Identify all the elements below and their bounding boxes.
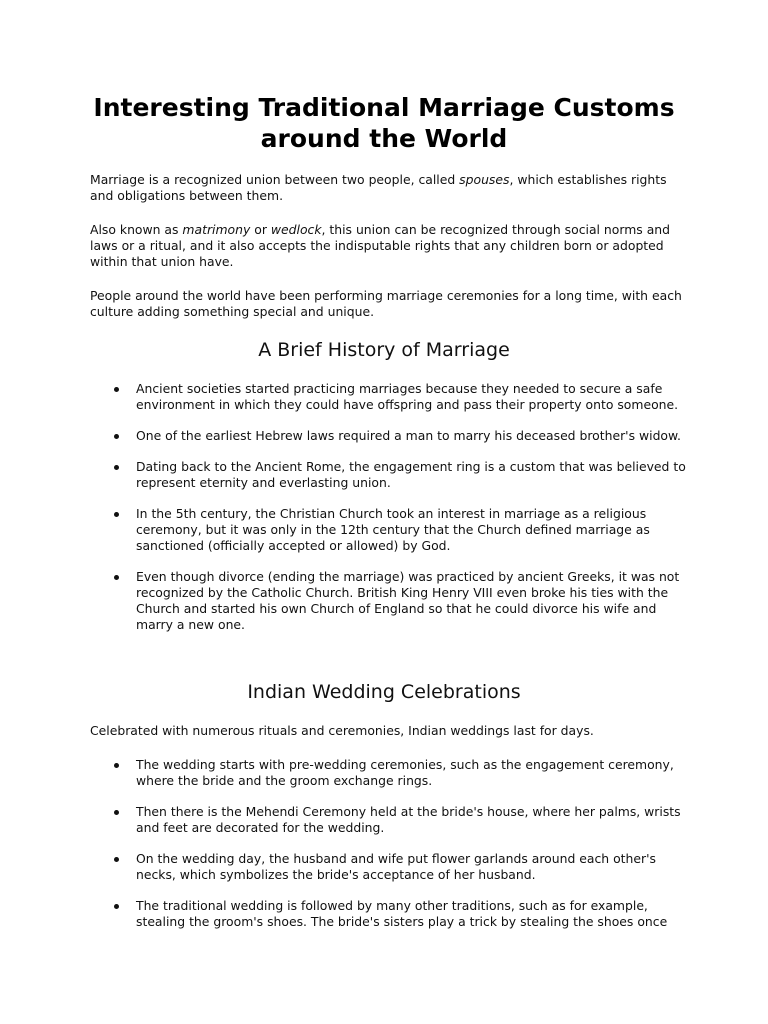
indian-heading: Indian Wedding Celebrations [247, 681, 521, 703]
page-title: Interesting Traditional Marriage Customs around the World [93, 93, 675, 153]
list-item: Even though divorce (ending the marriage) was practiced by ancient Greeks, it was not recognized by the Catholic Church. British King Henry VIII even broke his ties with the Church and started his own Church of England so that he could divorce his wife and marry a new one. [90, 569, 690, 633]
list-item: Then there is the Mehendi Ceremony held at the bride's house, where her palms, wrists and feet are decorated for the wedding. [90, 804, 690, 836]
list-item: Ancient societies started practicing marriages because they needed to secure a safe environment in which they could have offspring and pass their property onto someone. [90, 381, 690, 413]
list-item: Dating back to the Ancient Rome, the engagement ring is a custom that was believed to represent eternity and everlasting union. [90, 459, 690, 491]
list-item: The wedding starts with pre-wedding ceremonies, such as the engagement ceremony, where the bride and the groom exchange rings. [90, 757, 690, 789]
history-heading: A Brief History of Marriage [258, 339, 510, 361]
indian-list [90, 757, 690, 945]
term-spouses: spouses [459, 172, 510, 187]
intro-paragraph-3: People around the world have been performing marriage ceremonies for a long time, with each culture adding something special and unique. [90, 288, 682, 319]
history-list [90, 381, 690, 648]
indian-intro: Celebrated with numerous rituals and ceremonies, Indian weddings last for days. [90, 723, 594, 738]
term-wedlock: wedlock [270, 222, 322, 237]
intro-paragraph-1: Marriage is a recognized union between two people, called spouses, which establishes rights and obligations between them. [90, 172, 667, 203]
list-item: On the wedding day, the husband and wife put flower garlands around each other's necks, which symbolizes the bride's acceptance of her husband. [90, 851, 690, 883]
list-item: The traditional wedding is followed by many other traditions, such as for example, stealing the groom's shoes. The bride's sisters play a trick by stealing the shoes once [90, 898, 690, 930]
term-matrimony: matrimony [182, 222, 251, 237]
intro-paragraph-2: Also known as matrimony or wedlock, this union can be recognized through social norms and laws or a ritual, and it also accepts the indisputable rights that any children born or adopted within that union have. [90, 222, 671, 269]
list-item: One of the earliest Hebrew laws required a man to marry his deceased brother's widow. [90, 428, 690, 444]
list-item: In the 5th century, the Christian Church took an interest in marriage as a religious ceremony, but it was only in the 12th century that the Church defined marriage as sanctioned (officially accepted or allowed) by God. [90, 506, 690, 554]
